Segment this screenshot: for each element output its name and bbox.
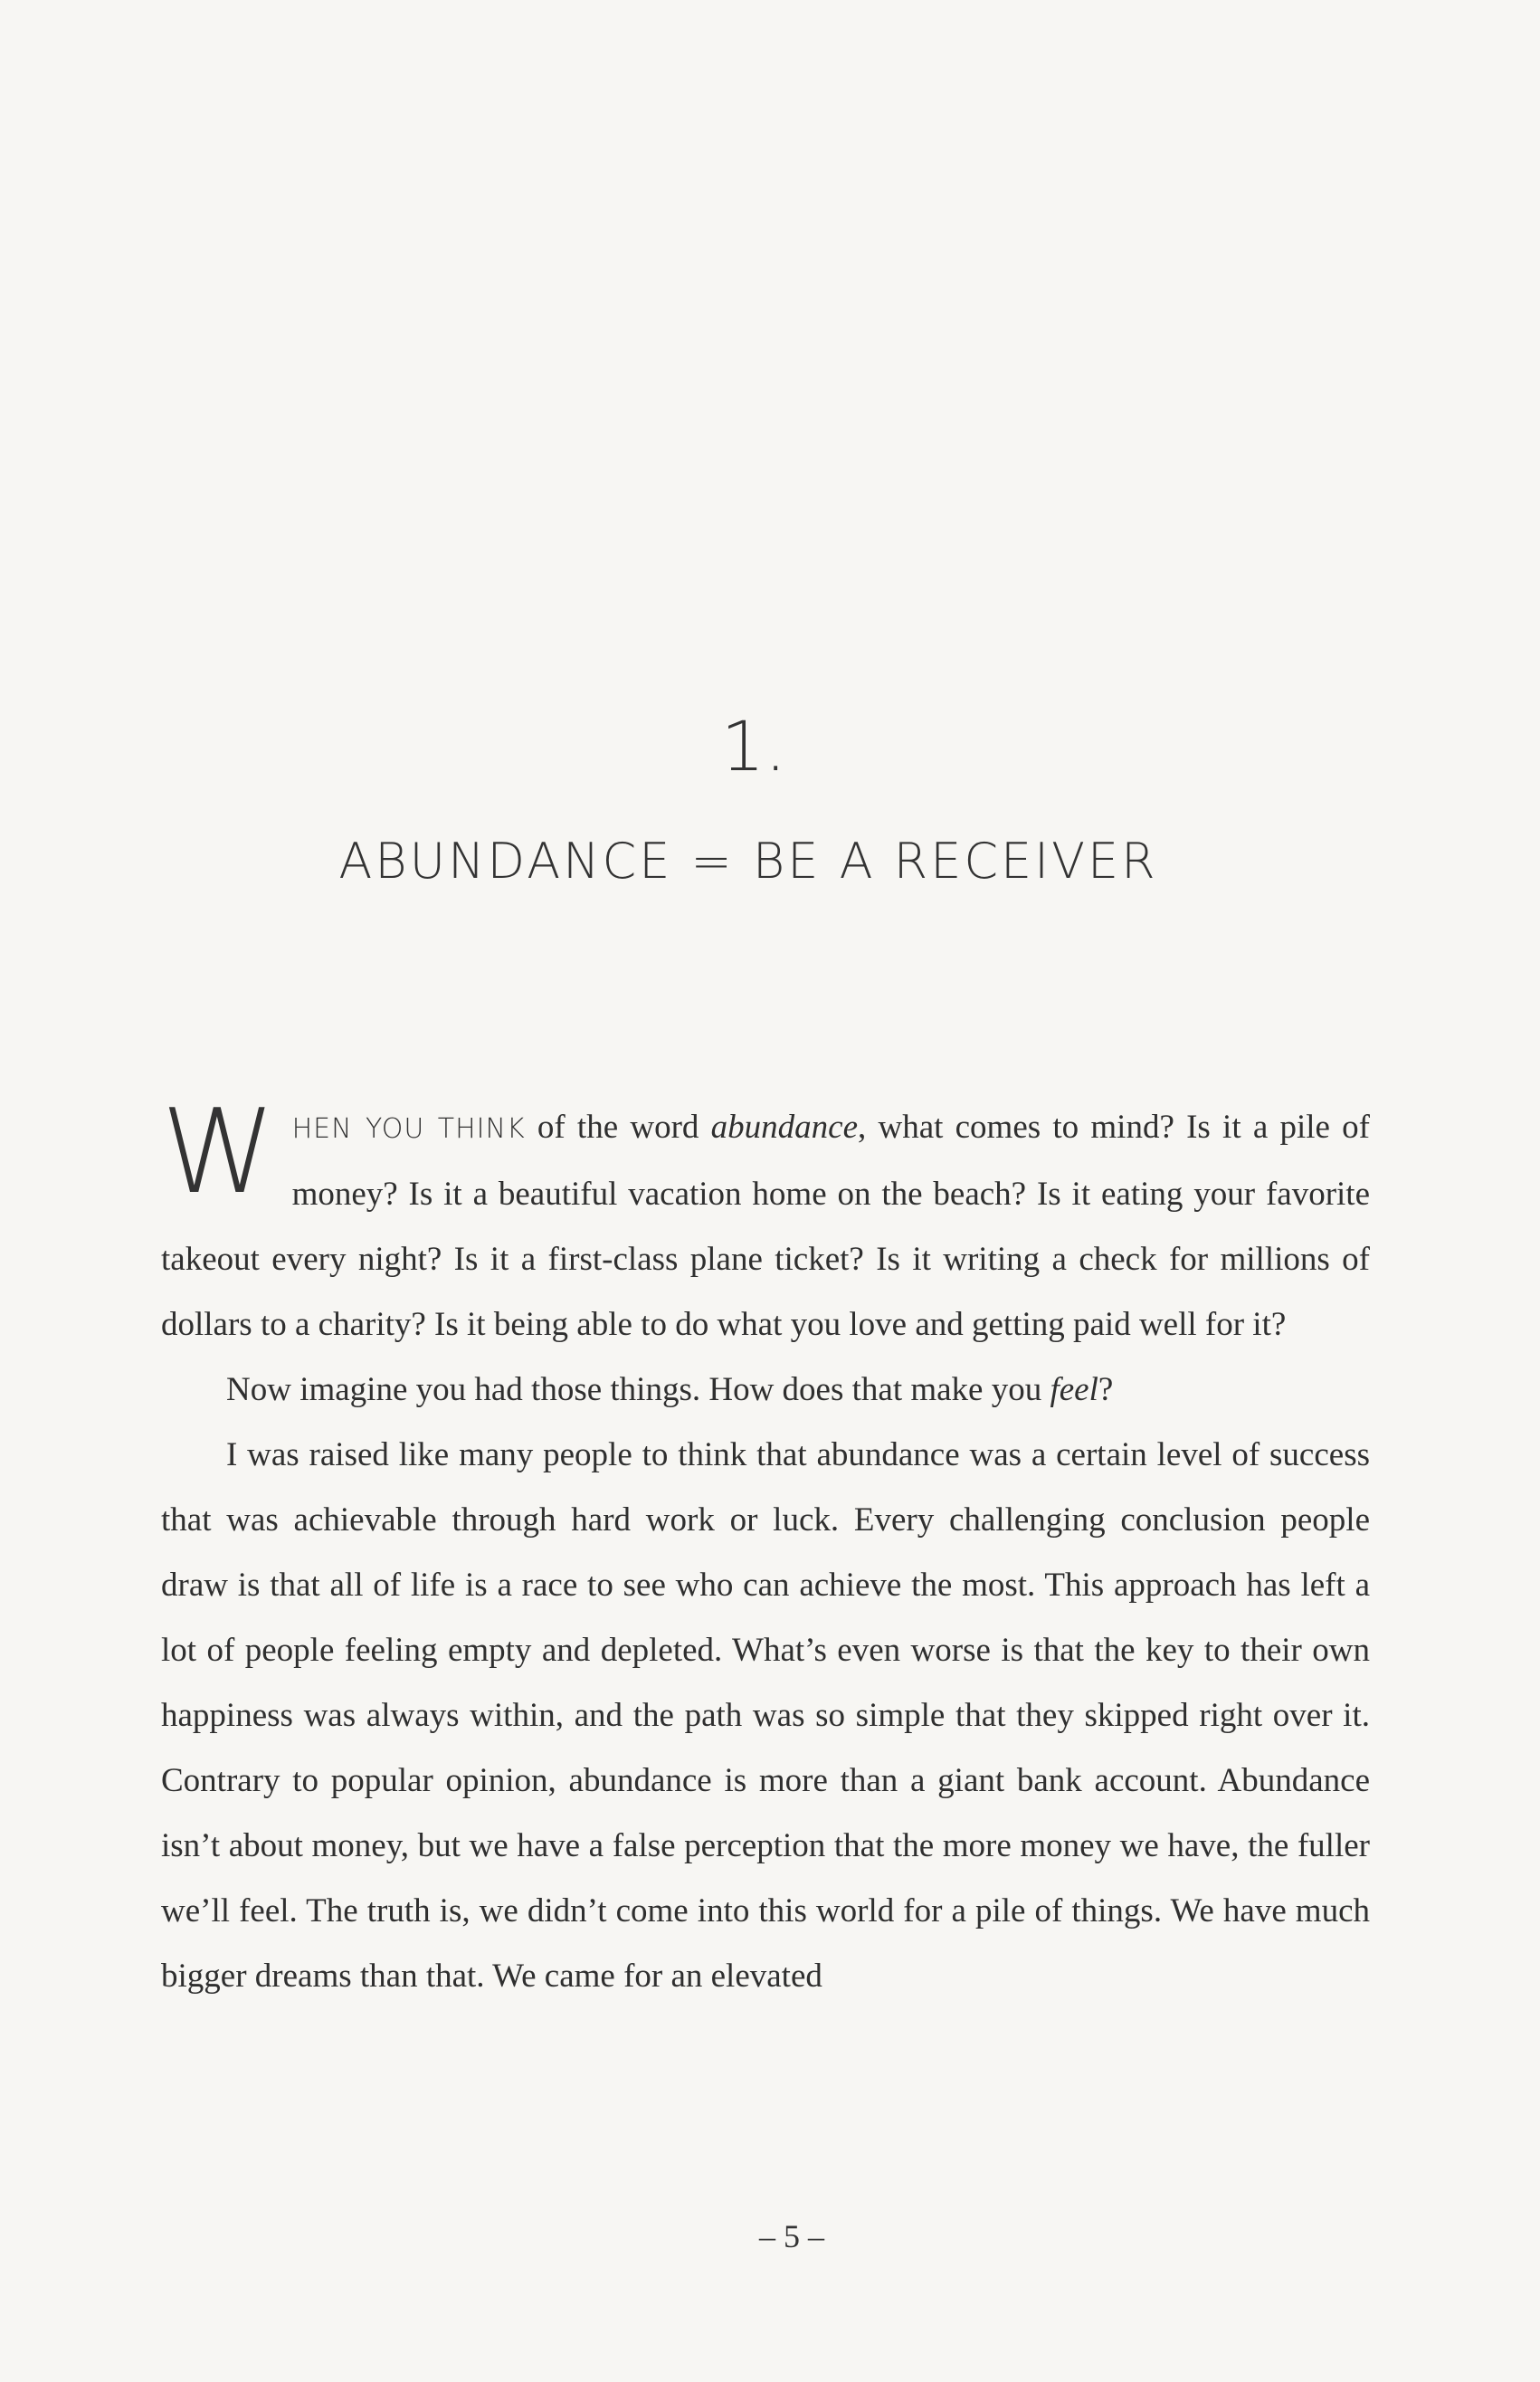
paragraph-1-text-b: , what comes to mind? Is it a pile of money? Is it a beautiful vacation home on the beach? Is it eating your favorite takeout every night? Is it a first-class plane ticket? Is it writing a check for millions of dollars to a charity? Is it being able to do what you love and getting paid well for it?	[161, 1109, 1370, 1343]
paragraph-2-end: ?	[1098, 1371, 1114, 1408]
lead-in-small-caps: HEN YOU THINK	[291, 1113, 526, 1145]
chapter-number: 1.	[720, 706, 787, 786]
emphasis-abundance: abundance	[710, 1109, 858, 1146]
paragraph-3-text: I was raised like many people to think that abundance was a certain level of success that was achievable through hard work or luck. Every challenging conclusion people draw is that all of life is a race to see who can achieve the most. This approach has left a lot of people feeling empty and depleted. What’s even worse is that the key to their own happiness was always within, and the path was so simple that they skipped right over it. Contrary to popular opinion, abundance is more than a giant bank account. Abundance isn’t about money, but we have a false perception that the more money we have, the fuller we’ll feel. The truth is, we didn’t come into this world for a pile of things. We have much bigger dreams than that. We came for an elevated	[161, 1436, 1370, 1995]
chapter-title: ABUNDANCE = BE A RECEIVER	[338, 833, 1158, 890]
page-number: – 5 –	[759, 2218, 824, 2254]
body-text	[161, 1085, 1370, 2009]
paragraph-2	[161, 1358, 1370, 1423]
paragraph-3	[161, 1423, 1370, 2009]
paragraph-1-text-a: of the word	[525, 1109, 711, 1146]
paragraph-1	[161, 1085, 1370, 1358]
paragraph-2-text: Now imagine you had those things. How does that make you	[226, 1371, 1050, 1408]
drop-cap: W	[161, 1085, 276, 1220]
emphasis-feel: feel	[1050, 1371, 1098, 1408]
